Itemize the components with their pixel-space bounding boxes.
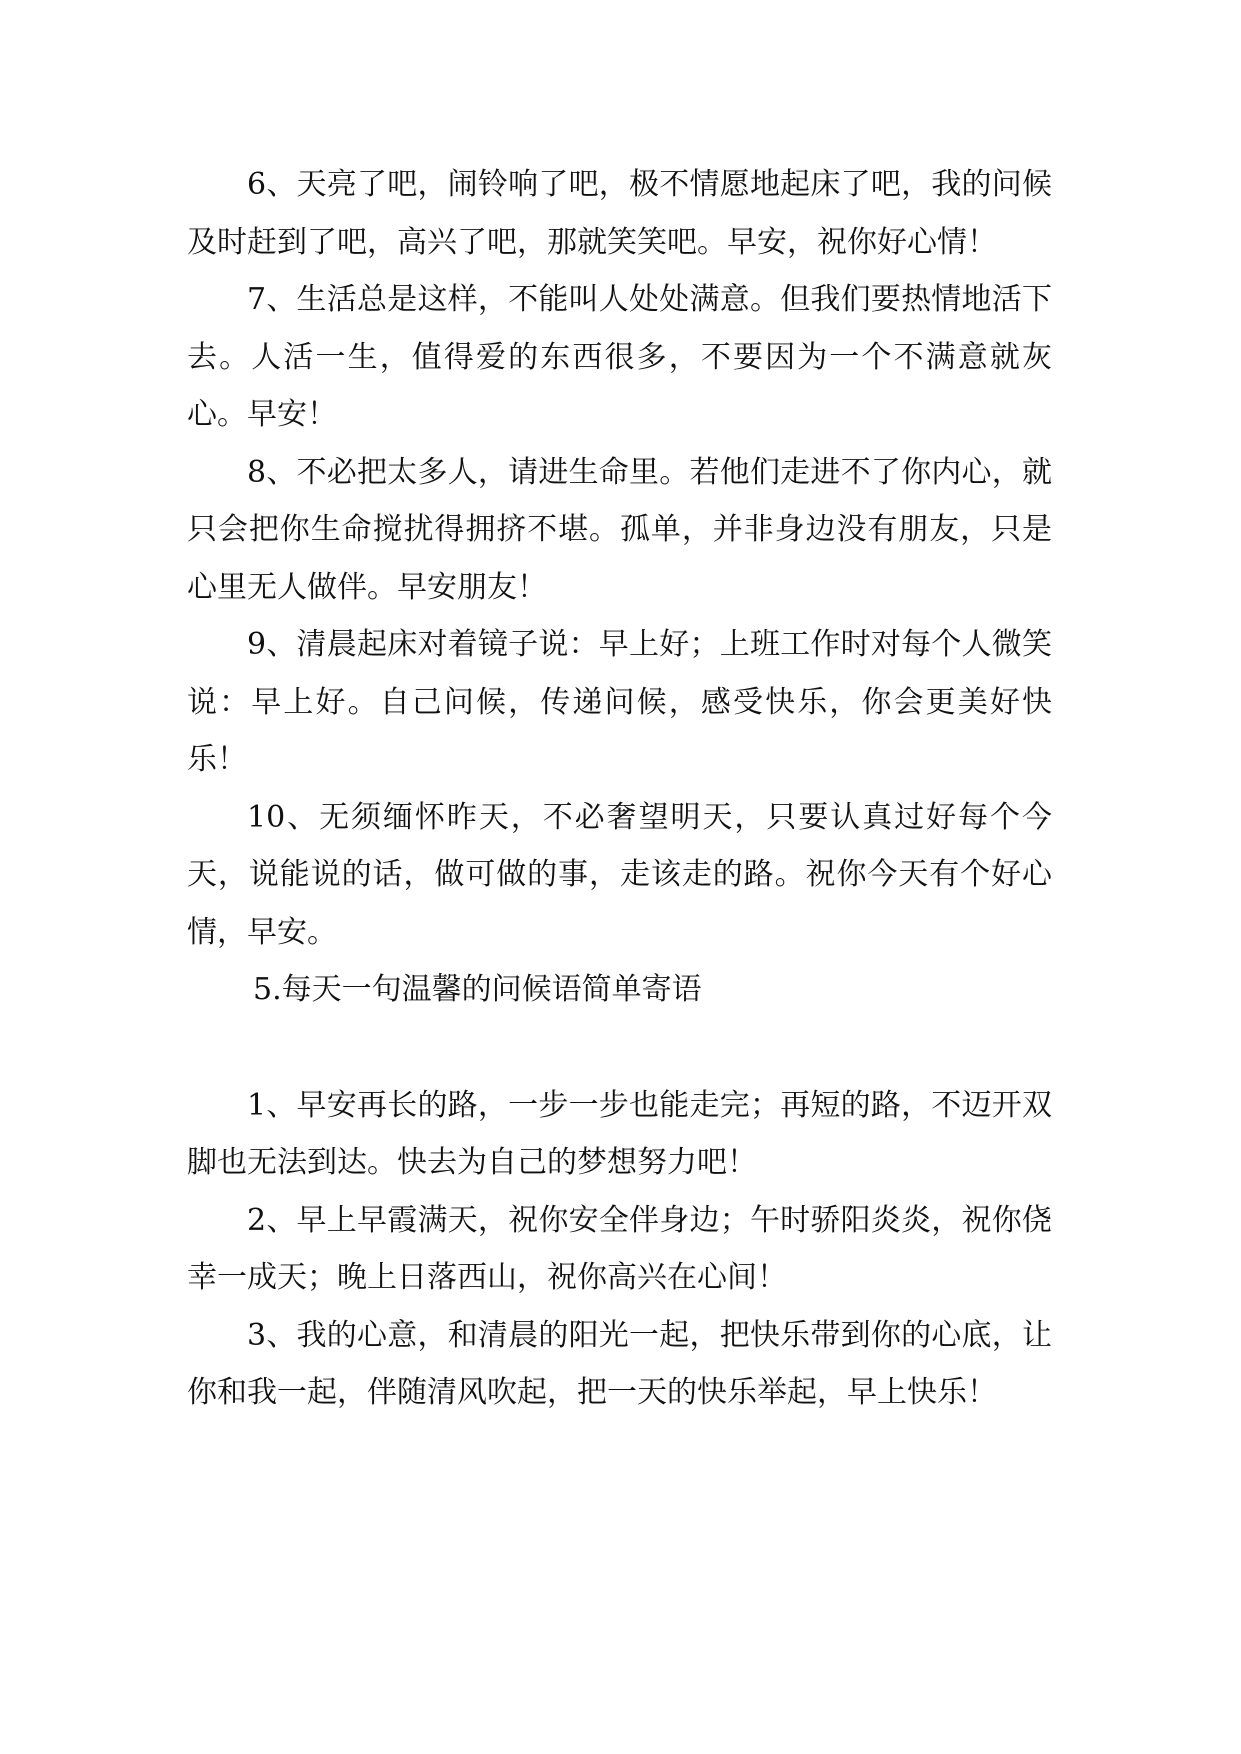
paragraph-item-10: 10、无须缅怀昨天，不必奢望明天，只要认真过好每个今天，说能说的话，做可做的事，走该走的路。祝你今天有个好心情，早安。 — [187, 799, 1052, 950]
section-heading: 5.每天一句温馨的问候语简单寄语 — [253, 972, 702, 1007]
paragraph-item-8: 8、不必把太多人，请进生命里。若他们走进不了你内心，就只会把你生命搅扰得拥挤不堪。孤单，并非身边没有朋友，只是心里无人做伴。早安朋友！ — [187, 454, 1052, 605]
paragraph-item-2: 2、早上早霞满天，祝你安全伴身边；午时骄阳炎炎，祝你侥幸一成天；晚上日落西山，祝你高兴在心间！ — [187, 1202, 1052, 1295]
paragraph-item-9: 9、清晨起床对着镜子说：早上好；上班工作时对每个人微笑说：早上好。自己问候，传递问候，感受快乐，你会更美好快乐！ — [187, 627, 1052, 777]
paragraph-item-1: 1、早安再长的路，一步一步也能走完；再短的路，不迈开双脚也无法到达。快去为自己的梦想努力吧！ — [187, 1087, 1052, 1180]
section-spacer — [187, 1019, 1052, 1077]
paragraph-item-3: 3、我的心意，和清晨的阳光一起，把快乐带到你的心底，让你和我一起，伴随清风吹起，把一天的快乐举起，早上快乐！ — [187, 1317, 1052, 1410]
paragraph-item-6: 6、天亮了吧，闹铃响了吧，极不情愿地起床了吧，我的问候及时赶到了吧，高兴了吧，那就笑笑吧。早安，祝你好心情！ — [187, 167, 1052, 260]
paragraph-item-7: 7、生活总是这样，不能叫人处处满意。但我们要热情地活下去。人活一生，值得爱的东西很多，不要因为一个不满意就灰心。早安！ — [187, 282, 1052, 432]
document-body — [187, 156, 1052, 1422]
